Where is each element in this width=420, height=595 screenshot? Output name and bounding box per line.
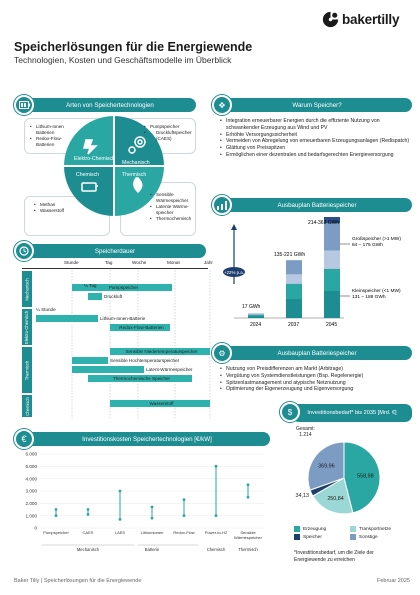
category-label: Redox-Flow	[173, 530, 195, 535]
legend-label: Transportnetze	[359, 526, 392, 532]
bar-wasserstoff: Wasserstoff	[110, 400, 210, 407]
expansion-header: Ausbauplan Batteriespeicher	[222, 198, 412, 212]
range-point	[119, 518, 122, 521]
bar-latent	[72, 366, 144, 373]
list-item: • Wasserstoff	[34, 208, 72, 214]
bar-sens-low: Sensible Niedertemperaturspeicher	[110, 348, 210, 355]
category-label: Sensible	[240, 530, 256, 535]
need-footnote: *Investitionsbedarf, um die Ziele der Energiewende zu erreichen	[294, 550, 374, 563]
y-tick: 4.000	[25, 476, 37, 482]
legend-item	[294, 534, 350, 540]
axis-woche: Woche	[132, 260, 147, 265]
bar-thermochem: Thermochemische Speicher	[88, 375, 192, 382]
bar-label-2037: 135-221 GWh	[274, 252, 306, 258]
category-label: LAES	[114, 530, 126, 535]
pie-value-label: 250,84	[327, 495, 344, 502]
list-item: • Vermeiden von Abregelung von erneuerbaren Erzeugungsanlagen (Redispatch)	[220, 138, 410, 145]
gear-icon: ⚙	[212, 343, 232, 363]
category-label: Power-to-H2	[204, 530, 228, 535]
range-point	[215, 465, 218, 468]
wheel-label-electro: Elektro-Chemisch	[74, 156, 115, 162]
money-bag-icon: $	[280, 402, 300, 422]
invest-section	[14, 432, 270, 558]
invest-chart	[14, 450, 270, 558]
year-2045: 2045	[326, 322, 338, 328]
list-item: • Erhöhte Versorgungssicherheit	[220, 132, 410, 139]
bar-caes-right: Druckluft	[104, 294, 123, 299]
legend-swatch	[294, 526, 300, 532]
bar-latent-label: Latent-Wärmespeicher	[146, 367, 193, 372]
range-point	[183, 514, 186, 517]
axis-stunde: Stunde	[64, 260, 79, 265]
list-item: • Spitzenlastmanagement und atypische Netznutzung	[220, 380, 410, 387]
invest-header: Investitionskosten Speichertechnologien [€/kW]	[24, 432, 270, 446]
list-item: • Nutzung von Preisdifferenzen am Markt (Arbitrage)	[220, 366, 410, 373]
y-tick: 1.000	[25, 513, 37, 519]
bar-sens-high-label: Sensible Hochtemperaturspeicher	[110, 358, 180, 363]
list-item: • Redox-Flow-Batterien	[30, 136, 70, 148]
list-item: • Vergütung von Systemdienstleistungen (Bsp. Regelenergie)	[220, 373, 410, 380]
y-tick: 2.000	[25, 500, 37, 506]
duration-header: Speicherdauer	[24, 244, 206, 258]
business-list	[220, 366, 410, 393]
y-tick: 3.000	[25, 488, 37, 494]
bar-caes	[88, 293, 102, 300]
legend-item	[350, 534, 406, 540]
bar-label-2024: 17 GWh	[242, 304, 261, 310]
legend-swatch	[294, 534, 300, 540]
list-item: • Glättung von Preisspitzen	[220, 145, 410, 152]
bar-chart-icon	[212, 195, 232, 215]
axis-tag: Tag	[105, 260, 113, 265]
bar-li-left: ¼ Stunde	[36, 307, 56, 312]
legend-item	[294, 526, 350, 532]
list-item: • Integration erneuerbarer Energien durch die effiziente Nutzung von schwankender Erzeugung aus Wind und PV	[220, 118, 410, 132]
brand-logo	[322, 8, 414, 30]
axis-jahr: Jahr	[204, 260, 213, 265]
list-item: • Thermochemisch	[150, 216, 194, 222]
list-item: • Optimierung der Eigenerzeugung und Eigenversorgung	[220, 386, 410, 393]
range-point	[87, 508, 90, 511]
axis-monat: Monat	[167, 260, 180, 265]
types-section	[14, 98, 196, 238]
types-mech-list	[144, 124, 194, 142]
footer-date: Februar 2025	[376, 578, 410, 584]
pie-legend	[294, 526, 406, 540]
types-electro-list	[30, 124, 70, 148]
legend-swatch	[350, 534, 356, 540]
list-item: • Ermöglichen einer dezentralen und bedarfsgerechten Energieversorgung	[220, 152, 410, 159]
cagr-label: +22% p.a.	[224, 270, 244, 275]
category-label: Pumpspeicher	[43, 530, 69, 535]
range-point	[247, 483, 250, 486]
bar-sens-high	[72, 357, 108, 364]
range-point	[55, 514, 58, 517]
group-label: Thermisch	[238, 547, 258, 552]
group-chemisch: Chemisch	[22, 395, 32, 417]
types-thermal-list	[150, 192, 194, 222]
legend-label: Speicher	[303, 534, 322, 540]
group-thermisch: Thermisch	[22, 347, 32, 393]
bar-li-ionen	[36, 315, 98, 322]
expansion-section	[212, 198, 412, 338]
expansion-chart	[212, 214, 412, 338]
why-header: Warum Speicher?	[222, 98, 412, 112]
bar-li-right: Lithium-Ionen-Batterie	[100, 316, 146, 321]
brand-name: bakertilly	[342, 11, 400, 27]
year-2024: 2024	[250, 322, 262, 328]
bar-redox: Redox-Flow-Batterien	[110, 324, 170, 331]
wheel-label-mech: Mechanisch	[122, 160, 150, 166]
pie-value-label: 34,13	[295, 492, 309, 499]
legend-large-title: Großspeicher (>1 MW)	[352, 237, 401, 242]
y-tick: 5.000	[25, 463, 37, 469]
bar-caes-left: ¼ Tag	[84, 283, 97, 288]
wheel-label-chem: Chemisch	[76, 172, 100, 178]
legend-label: Erzeugung	[303, 526, 327, 532]
types-header: Arten von Speichertechnologien	[24, 98, 196, 112]
why-list	[220, 118, 410, 159]
types-chem-list	[34, 202, 72, 214]
group-label: Batterie	[144, 547, 160, 552]
bakertilly-logo-icon	[322, 11, 339, 28]
list-item: • Druckluftspeicher (CAES)	[144, 130, 194, 142]
euro-icon: €	[14, 429, 34, 449]
legend-item	[350, 526, 406, 532]
range-point	[151, 517, 154, 520]
range-point	[215, 514, 218, 517]
legend-small-title: Kleinspeicher (<1 MW)	[352, 289, 401, 294]
legend-label: Sonstige	[359, 534, 378, 540]
list-item: • Methan	[34, 202, 72, 208]
why-section	[212, 98, 412, 188]
battery-icon	[14, 95, 34, 115]
legend-swatch	[350, 526, 356, 532]
business-header: Ausbauplan Batteriespeicher	[222, 346, 412, 360]
group-elektro: Elektro-Chemisch	[22, 309, 32, 345]
clock-icon	[14, 241, 34, 261]
bar-pumpspeicher: Pumpspeicher	[72, 284, 172, 291]
pie-value-label: 558,98	[357, 473, 374, 480]
arrows-icon: ✥	[212, 95, 232, 115]
list-item: • Pumpspeicher	[144, 124, 194, 130]
range-point	[151, 506, 154, 509]
group-label: Chemisch	[206, 547, 226, 552]
duration-section	[14, 244, 214, 418]
category-label: Lithiumionen	[140, 530, 164, 535]
range-point	[247, 496, 250, 499]
wheel-label-thermal: Thermisch	[122, 172, 147, 178]
total-label: Gesamt: 1.214	[296, 426, 315, 438]
group-label: Mechanisch	[76, 547, 100, 552]
pie-value-label: 369,96	[318, 463, 335, 470]
footer-left: Baker Tilly | Speicherlösungen für die Energiewende	[14, 578, 142, 584]
list-item: • Sensible Wärmespeicher	[150, 192, 194, 204]
need-section	[280, 404, 412, 574]
range-point	[87, 513, 90, 516]
range-point	[119, 490, 122, 493]
need-pie	[284, 432, 412, 524]
category-label: CAES	[82, 530, 94, 535]
year-2037: 2037	[288, 322, 300, 328]
y-tick: 0	[34, 525, 37, 531]
group-mechanisch: Mechanisch	[22, 271, 32, 307]
bar-label-2045: 214-363 GWh	[308, 220, 340, 226]
legend-small-range: 131 – 188 GWh	[352, 295, 386, 300]
category-label: Wärmespeicher	[233, 535, 263, 540]
legend-large-range: 84 – 175 GWh	[352, 243, 383, 248]
page-subtitle: Technologien, Kosten und Geschäftsmodelle im Überblick	[14, 55, 232, 65]
list-item: • Lithium-Ionen Batterien	[30, 124, 70, 136]
page-title: Speicherlösungen für die Energiewende	[14, 40, 253, 54]
y-tick: 6.000	[25, 451, 37, 457]
need-header: Investitionsbedarf* bis 2035 [Mrd. €]	[292, 404, 412, 422]
range-point	[55, 508, 58, 511]
range-point	[183, 498, 186, 501]
list-item: • Latente Wärme-speicher	[150, 204, 194, 216]
